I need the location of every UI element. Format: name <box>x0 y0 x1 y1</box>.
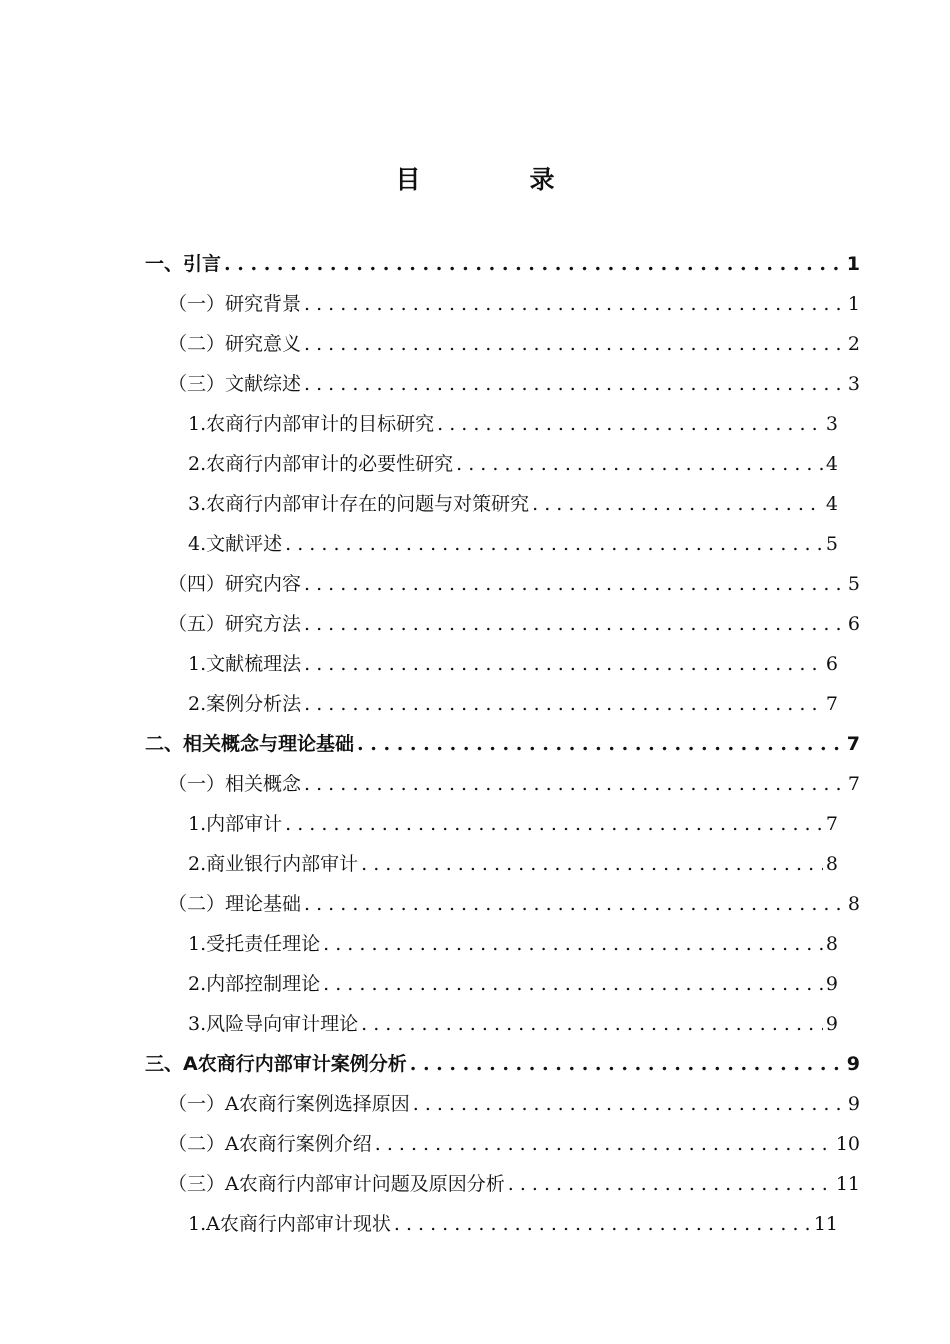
page-title: 目 录 <box>395 165 597 194</box>
toc-entry[interactable] <box>168 290 860 318</box>
toc-dot-leader <box>304 690 823 718</box>
toc-entry-page-number: 1 <box>847 293 860 315</box>
toc-dot-leader <box>456 450 823 478</box>
toc-dot-leader <box>323 970 823 998</box>
toc-entry-label: 2.商业银行内部审计 <box>188 853 359 875</box>
toc-entry[interactable] <box>188 410 838 438</box>
toc-entry-label: 3.风险导向审计理论 <box>188 1013 359 1035</box>
toc-dot-leader <box>304 610 845 638</box>
toc-dot-leader <box>304 330 845 358</box>
toc-dot-leader <box>410 1050 844 1078</box>
toc-dot-leader <box>437 410 823 438</box>
toc-entry-page-number: 3 <box>847 373 860 395</box>
toc-dot-leader <box>375 1130 833 1158</box>
toc-dot-leader <box>304 570 845 598</box>
toc-entry-page-number: 8 <box>825 853 838 875</box>
toc-entry[interactable] <box>188 810 838 838</box>
toc-entry[interactable] <box>188 970 838 998</box>
toc-entry-label: （四）研究内容 <box>168 573 302 595</box>
toc-entry[interactable] <box>188 850 838 878</box>
toc-entry-page-number: 4 <box>825 493 838 515</box>
toc-entry[interactable] <box>168 610 860 638</box>
toc-entry-page-number: 8 <box>847 893 860 915</box>
toc-entry[interactable] <box>145 250 860 278</box>
toc-entry-page-number: 1 <box>846 253 860 275</box>
toc-entry[interactable] <box>168 1090 860 1118</box>
toc-entry-page-number: 3 <box>825 413 838 435</box>
toc-entry-page-number: 8 <box>825 933 838 955</box>
toc-dot-leader <box>323 930 823 958</box>
toc-entry-page-number: 2 <box>847 333 860 355</box>
toc-entry[interactable] <box>188 490 838 518</box>
toc-entry[interactable] <box>168 570 860 598</box>
toc-entry[interactable] <box>168 1130 860 1158</box>
toc-dot-leader <box>304 290 845 318</box>
toc-entry[interactable] <box>188 930 838 958</box>
toc-entry-page-number: 5 <box>847 573 860 595</box>
toc-entry[interactable] <box>188 690 838 718</box>
toc-entry-page-number: 6 <box>825 653 838 675</box>
toc-entry-page-number: 4 <box>825 453 838 475</box>
toc-entry-page-number: 11 <box>813 1213 838 1235</box>
toc-entry-label: （一）相关概念 <box>168 773 302 795</box>
toc-entry-page-number: 7 <box>825 693 838 715</box>
toc-entry-label: 1.受托责任理论 <box>188 933 321 955</box>
toc-entry[interactable] <box>188 450 838 478</box>
toc-entry[interactable] <box>168 330 860 358</box>
toc-dot-leader <box>413 1090 845 1118</box>
toc-entry-label: 1.A农商行内部审计现状 <box>188 1213 391 1235</box>
toc-dot-leader <box>357 730 844 758</box>
toc-entry-label: （三）A农商行内部审计问题及原因分析 <box>168 1173 505 1195</box>
toc-entry-label: 三、A农商行内部审计案例分析 <box>145 1053 407 1075</box>
toc-entry-label: （一）A农商行案例选择原因 <box>168 1093 410 1115</box>
toc-entry-page-number: 7 <box>846 733 860 755</box>
toc-entry-label: 4.文献评述 <box>188 533 283 555</box>
toc-entry[interactable] <box>188 530 838 558</box>
toc-entry-label: （二）A农商行案例介绍 <box>168 1133 372 1155</box>
toc-entry-label: 1.农商行内部审计的目标研究 <box>188 413 435 435</box>
toc-dot-leader <box>361 1010 823 1038</box>
toc-entry-label: 二、相关概念与理论基础 <box>145 733 355 755</box>
toc-entry-page-number: 7 <box>825 813 838 835</box>
toc-entry-label: 2.农商行内部审计的必要性研究 <box>188 453 454 475</box>
toc-entry-label: 一、引言 <box>145 253 222 275</box>
toc-dot-leader <box>285 810 823 838</box>
toc-entry-page-number: 6 <box>847 613 860 635</box>
toc-dot-leader <box>532 490 823 518</box>
toc-entry[interactable] <box>168 370 860 398</box>
toc-entry-page-number: 10 <box>835 1133 860 1155</box>
toc-entry-label: （一）研究背景 <box>168 293 302 315</box>
toc-dot-leader <box>394 1210 811 1238</box>
toc-entry[interactable] <box>168 1170 860 1198</box>
toc-entry-page-number: 9 <box>825 1013 838 1035</box>
toc-dot-leader <box>285 530 823 558</box>
toc-entry-page-number: 11 <box>835 1173 860 1195</box>
toc-entry[interactable] <box>188 1210 838 1238</box>
toc-entry-page-number: 9 <box>825 973 838 995</box>
toc-entry-page-number: 7 <box>847 773 860 795</box>
toc-entry-page-number: 5 <box>825 533 838 555</box>
toc-dot-leader <box>508 1170 833 1198</box>
toc-entry[interactable] <box>168 890 860 918</box>
toc-entry-page-number: 9 <box>847 1093 860 1115</box>
toc-entry-label: （二）研究意义 <box>168 333 302 355</box>
toc-entry-label: 1.内部审计 <box>188 813 283 835</box>
toc-entry[interactable] <box>145 730 860 758</box>
toc-dot-leader <box>304 890 845 918</box>
toc-entry-label: 2.内部控制理论 <box>188 973 321 995</box>
toc-entry[interactable] <box>168 770 860 798</box>
toc-dot-leader <box>224 250 844 278</box>
toc-entry-label: （三）文献综述 <box>168 373 302 395</box>
toc-entry-label: （二）理论基础 <box>168 893 302 915</box>
toc-entry[interactable] <box>188 650 838 678</box>
toc-entry-label: （五）研究方法 <box>168 613 302 635</box>
toc-dot-leader <box>361 850 823 878</box>
toc-entry[interactable] <box>188 1010 838 1038</box>
toc-entry-label: 3.农商行内部审计存在的问题与对策研究 <box>188 493 530 515</box>
toc-entry-label: 2.案例分析法 <box>188 693 302 715</box>
toc-dot-leader <box>304 370 845 398</box>
toc-dot-leader <box>304 650 823 678</box>
toc-dot-leader <box>304 770 845 798</box>
toc-entry-label: 1.文献梳理法 <box>188 653 302 675</box>
toc-entry-page-number: 9 <box>846 1053 860 1075</box>
toc-entry[interactable] <box>145 1050 860 1078</box>
